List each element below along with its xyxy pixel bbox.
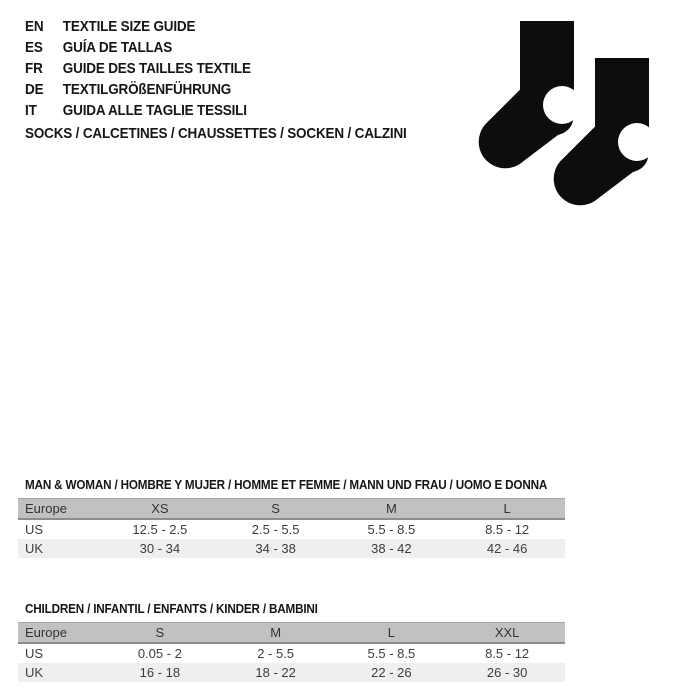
size-cell: 16 - 18: [139, 665, 181, 680]
size-cell: 5.5 - 8.5: [367, 522, 416, 537]
language-list: [25, 16, 276, 121]
language-code: ES: [25, 39, 43, 56]
table-row: [18, 519, 565, 539]
column-header: S: [155, 625, 165, 640]
adult-table-title: MAN & WOMAN / HOMBRE Y MUJER / HOMME ET FEMME / MANN UND FRAU / UOMO E DONNA: [25, 477, 548, 492]
size-cell: 18 - 22: [255, 665, 296, 680]
size-cell: 42 - 46: [486, 541, 528, 556]
size-cell: 5.5 - 8.5: [367, 646, 416, 661]
table-row: [18, 539, 565, 558]
size-cell: 30 - 34: [139, 541, 181, 556]
row-label: UK: [25, 541, 44, 556]
table-header-row: [18, 499, 565, 520]
children-size-table: [18, 622, 565, 682]
sock-icon: [541, 58, 661, 208]
language-row: [25, 37, 251, 58]
adult-size-table: [18, 498, 565, 558]
column-header: Europe: [25, 501, 67, 516]
size-cell: 2 - 5.5: [257, 646, 295, 661]
size-cell: 12.5 - 2.5: [132, 522, 188, 537]
column-header: L: [387, 625, 395, 640]
column-header: XXL: [494, 625, 520, 640]
language-label: GUIDE DES TAILLES TEXTILE: [62, 60, 251, 77]
column-header: M: [270, 625, 282, 640]
row-label: US: [25, 646, 44, 661]
category-title: SOCKS / CALCETINES / CHAUSSETTES / SOCKEN / CALZINI: [25, 125, 407, 142]
column-header: S: [271, 501, 280, 516]
language-code: IT: [25, 102, 37, 119]
size-cell: 8.5 - 12: [485, 646, 530, 661]
size-cell: 8.5 - 12: [485, 522, 530, 537]
language-code: EN: [25, 18, 44, 35]
column-header: L: [503, 501, 511, 516]
language-row: [25, 58, 251, 79]
language-row: [25, 16, 251, 37]
table-row: [18, 663, 565, 682]
table-row: [18, 643, 565, 663]
size-cell: 38 - 42: [371, 541, 412, 556]
row-label: UK: [25, 665, 44, 680]
language-row: [25, 79, 251, 100]
language-code: DE: [25, 81, 44, 98]
language-label: TEXTILGRÖßENFÜHRUNG: [62, 81, 232, 98]
column-header: M: [385, 501, 397, 516]
language-label: GUÍA DE TALLAS: [62, 39, 173, 56]
language-row: [25, 100, 251, 121]
sock-icon: [466, 21, 586, 171]
language-code: FR: [25, 60, 43, 77]
size-cell: 0.05 - 2: [137, 646, 182, 661]
column-header: Europe: [25, 625, 67, 640]
language-label: TEXTILE SIZE GUIDE: [62, 18, 196, 35]
table-header-row: [18, 623, 565, 644]
size-cell: 26 - 30: [486, 665, 528, 680]
size-cell: 22 - 26: [371, 665, 412, 680]
children-table-title: CHILDREN / INFANTIL / ENFANTS / KINDER / BAMBINI: [25, 601, 318, 616]
size-cell: 34 - 38: [255, 541, 296, 556]
column-header: XS: [151, 501, 169, 516]
size-cell: 2.5 - 5.5: [251, 522, 300, 537]
language-label: GUIDA ALLE TAGLIE TESSILI: [62, 102, 247, 119]
row-label: US: [25, 522, 44, 537]
